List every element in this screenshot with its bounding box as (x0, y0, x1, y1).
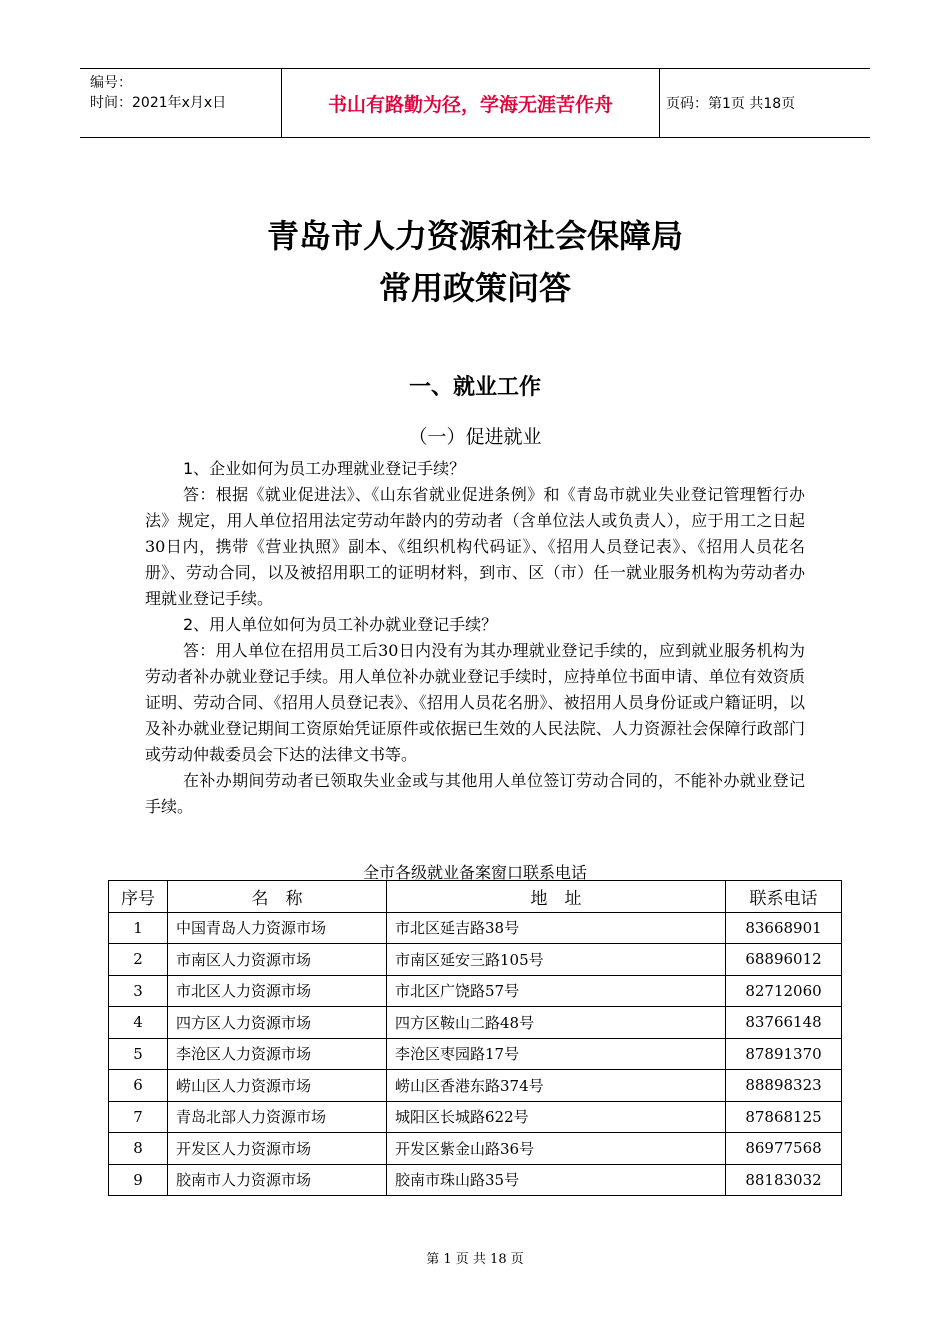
table-title: 全市各级就业备案窗口联系电话 (362, 863, 587, 882)
cell-address: 崂山区香港东路374号 (387, 1070, 726, 1102)
header-phone: 联系电话 (726, 881, 842, 913)
question-2: 2、用人单位如何为员工补办就业登记手续？ (183, 615, 498, 634)
header-address: 地 址 (387, 881, 726, 913)
cell-no: 5 (109, 1038, 168, 1070)
header-name: 名 称 (168, 881, 387, 913)
cell-no: 8 (109, 1133, 168, 1165)
table-row (109, 975, 842, 1007)
cell-address: 市北区延吉路38号 (387, 912, 726, 944)
cell-name: 中国青岛人力资源市场 (168, 912, 387, 944)
cell-no: 2 (109, 944, 168, 976)
subsection-heading: （一）促进就业 (408, 426, 542, 448)
cell-name: 市南区人力资源市场 (168, 944, 387, 976)
table-row (109, 1101, 842, 1133)
cell-phone: 83668901 (726, 912, 842, 944)
cell-no: 7 (109, 1101, 168, 1133)
cell-phone: 87868125 (726, 1101, 842, 1133)
table-row (109, 1070, 842, 1102)
cell-phone: 88898323 (726, 1070, 842, 1102)
cell-name: 崂山区人力资源市场 (168, 1070, 387, 1102)
cell-no: 4 (109, 1007, 168, 1039)
cell-phone: 88183032 (726, 1164, 842, 1196)
table-header-row (109, 881, 842, 913)
cell-address: 李沧区枣园路17号 (387, 1038, 726, 1070)
cell-address: 开发区紫金山路36号 (387, 1133, 726, 1165)
question-1: 1、企业如何为员工办理就业登记手续？ (183, 459, 466, 478)
cell-no: 6 (109, 1070, 168, 1102)
answer-1-label: 答： (183, 485, 216, 504)
section-heading: 一、就业工作 (408, 375, 541, 400)
header-meta (80, 69, 282, 137)
answer-1 (145, 482, 805, 612)
header-time-label: 时间：2021年x月x日 (90, 95, 227, 111)
document-title-line1: 青岛市人力资源和社会保障局 (266, 217, 683, 255)
contacts-table (108, 880, 842, 1196)
cell-name: 李沧区人力资源市场 (168, 1038, 387, 1070)
table-row (109, 912, 842, 944)
cell-name: 四方区人力资源市场 (168, 1007, 387, 1039)
cell-phone: 82712060 (726, 975, 842, 1007)
header-page-info: 页码：第1页 共18页 (666, 96, 796, 112)
answer-2-label: 答： (183, 641, 216, 660)
cell-address: 胶南市珠山路35号 (387, 1164, 726, 1196)
answer-2 (145, 638, 805, 768)
table-row (109, 1133, 842, 1165)
answer-2-text: 用人单位在招用员工后30日内没有为其办理就业登记手续的，应到就业服务机构为劳动者补办就业登记手续。用人单位补办就业登记手续时，应持单位书面申请、单位有效资质证明、劳动合同、《招用人员登记表》、《招用人员花名册》、被招用人员身份证或户籍证明，以及补办就业登记期间工资原始凭证原件或依据已生效的人民法院、人力资源社会保障行政部门或劳动仲裁委员会下达的法律文书等。 (145, 641, 805, 764)
cell-address: 四方区鞍山二路48号 (387, 1007, 726, 1039)
cell-address: 市北区广饶路57号 (387, 975, 726, 1007)
answer-1-text: 根据《就业促进法》、《山东省就业促进条例》和《青岛市就业失业登记管理暂行办法》规定，用人单位招用法定劳动年龄内的劳动者（含单位法人或负责人），应于用工之日起30日内，携带《营业执照》副本、《组织机构代码证》、《招用人员登记表》、《招用人员花名册》、劳动合同，以及被招用职工的证明材料，到市、区（市）任一就业服务机构为劳动者办理就业登记手续。 (145, 485, 805, 608)
table-row (109, 944, 842, 976)
cell-phone: 87891370 (726, 1038, 842, 1070)
cell-phone: 83766148 (726, 1007, 842, 1039)
document-title-line2: 常用政策问答 (378, 269, 571, 307)
cell-address: 城阳区长城路622号 (387, 1101, 726, 1133)
cell-no: 1 (109, 912, 168, 944)
header-motto: 书山有路勤为径，学海无涯苦作舟 (282, 69, 660, 137)
table-row (109, 1038, 842, 1070)
page-footer: 第 1 页 共 18 页 (426, 1252, 524, 1267)
page-header (80, 68, 870, 138)
extra-paragraph: 在补办期间劳动者已领取失业金或与其他用人单位签订劳动合同的，不能补办就业登记手续。 (145, 771, 805, 816)
qa-content (145, 456, 805, 820)
cell-name: 市北区人力资源市场 (168, 975, 387, 1007)
cell-phone: 86977568 (726, 1133, 842, 1165)
table-row (109, 1007, 842, 1039)
cell-name: 胶南市人力资源市场 (168, 1164, 387, 1196)
table-row (109, 1164, 842, 1196)
cell-address: 市南区延安三路105号 (387, 944, 726, 976)
cell-name: 青岛北部人力资源市场 (168, 1101, 387, 1133)
header-number-label: 编号： (90, 75, 132, 91)
cell-no: 3 (109, 975, 168, 1007)
cell-no: 9 (109, 1164, 168, 1196)
header-no: 序号 (109, 881, 168, 913)
cell-phone: 68896012 (726, 944, 842, 976)
cell-name: 开发区人力资源市场 (168, 1133, 387, 1165)
